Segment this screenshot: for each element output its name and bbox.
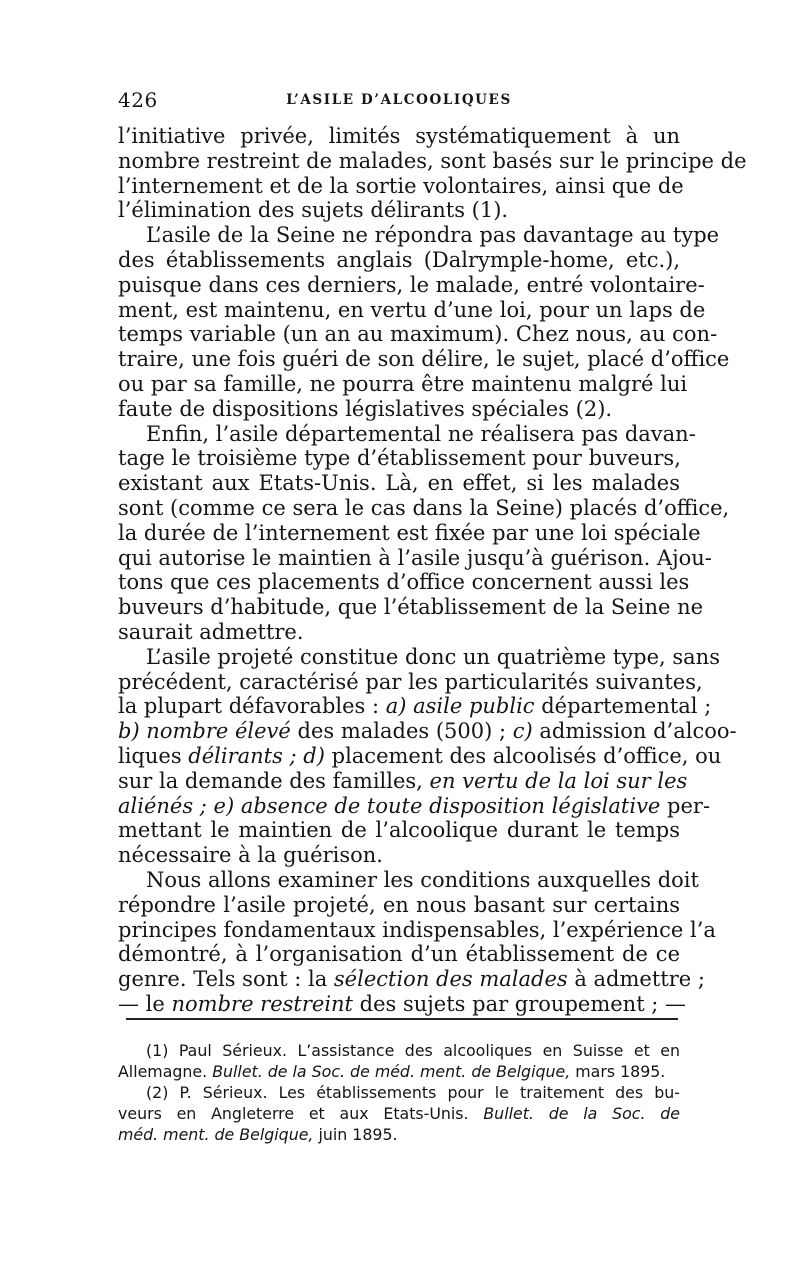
text-segment: mars 1895. [570, 1062, 666, 1081]
text-line: tage le troisième type d’établissement pour buveurs, [118, 446, 681, 471]
text-line: buveurs d’habitude, que l’établissement de la Seine ne [118, 595, 704, 620]
italic-segment: sélection des malades [333, 967, 568, 992]
text-line: sont (comme ce sera le cas dans la Seine) placés d’office, [118, 495, 730, 520]
text-line [118, 719, 737, 744]
italic-segment: méd. ment. de Belgique, [118, 1125, 314, 1144]
text-line [118, 743, 722, 769]
footnote-line [118, 1061, 680, 1082]
italic-segment: b) nombre élevé [118, 719, 291, 744]
text-segment: — le [118, 991, 172, 1016]
text-segment: la plupart défavorables : [118, 694, 386, 719]
text-line: faute de dispositions législatives spéciales (2). [118, 396, 613, 421]
text-line: démontré, à l’organisation d’un établissement de ce [118, 942, 680, 967]
italic-segment: a) asile public [385, 694, 535, 719]
italic-segment: Bullet. de la Soc. de [483, 1104, 681, 1123]
text-line: traire, une fois guéri de son délire, le sujet, placé d’office [118, 347, 730, 372]
footnote-line: (1) Paul Sérieux. L’assistance des alcooliques en Suisse et en [146, 1041, 680, 1060]
text-line: L’asile projeté constitue donc un quatrième type, sans [146, 644, 720, 669]
text-segment: veurs en Angleterre et aux Etats-Unis. [118, 1104, 484, 1123]
text-line [118, 793, 711, 819]
text-line: puisque dans ces derniers, le malade, entré volontaire- [118, 272, 705, 297]
italic-segment: délirants ; d) [188, 743, 325, 768]
footnote-line [118, 1124, 680, 1145]
footnote-rule [126, 1018, 678, 1020]
text-line: ou par sa famille, ne pourra être maintenu malgré lui [118, 371, 688, 396]
footnotes [118, 1040, 680, 1145]
text-segment: genre. Tels sont : la [118, 967, 334, 992]
text-line: Enfin, l’asile départemental ne réalisera pas davan- [146, 421, 696, 446]
body-text [118, 124, 747, 1017]
text-line: précédent, caractérisé par les particularités suivantes, [118, 669, 703, 694]
italic-segment: aliénés ; e) absence de toute disposition législative [118, 793, 661, 818]
text-segment: juin 1895. [313, 1125, 398, 1144]
text-line: répondre l’asile projeté, en nous basant sur certains [118, 892, 680, 917]
running-title: L’ASILE D’ALCOOLIQUES [286, 92, 512, 108]
text-segment: admission d’alcoo- [532, 719, 737, 744]
text-segment: per- [660, 793, 711, 818]
italic-segment: Bullet. de la Soc. de méd. ment. de Belgique, [212, 1062, 571, 1081]
text-line: l’internement et de la sortie volontaires, ainsi que de [118, 173, 684, 198]
text-line: l’initiative privée, limités systématiquement à un [118, 124, 680, 148]
page-header [118, 88, 680, 118]
text-line: existant aux Etats-Unis. Là, en effet, si les malades [118, 471, 680, 496]
text-segment: des sujets par groupement ; — [353, 991, 687, 1016]
text-segment: liques [118, 743, 189, 768]
text-line: Nous allons examiner les conditions auxquelles doit [146, 867, 699, 892]
text-line: la durée de l’internement est fixée par une loi spéciale [118, 520, 701, 545]
text-line: saurait admettre. [118, 619, 304, 644]
text-segment: à admettre ; [567, 967, 705, 992]
text-line: temps variable (un an au maximum). Chez nous, au con- [118, 322, 718, 347]
text-line: ment, est maintenu, en vertu d’une loi, pour un laps de [118, 297, 706, 322]
text-segment: sur la demande des familles, [118, 768, 430, 793]
page-number: 426 [118, 88, 158, 112]
footnote-line: (2) P. Sérieux. Les établissements pour le traitement des bu- [146, 1083, 680, 1102]
text-line [118, 768, 688, 794]
italic-segment: nombre restreint [171, 991, 353, 1016]
text-segment: départemental ; [534, 694, 712, 719]
text-line: des établissements anglais (Dalrymple-home, etc.), [118, 247, 680, 272]
text-line [118, 991, 687, 1017]
text-segment: Allemagne. [118, 1062, 213, 1081]
text-line: principes fondamentaux indispensables, l’expérience l’a [118, 917, 716, 942]
footnote-line [118, 1103, 680, 1124]
text-line: tons que ces placements d’office concernent aussi les [118, 570, 690, 595]
italic-segment: en vertu de la loi sur les [429, 768, 688, 793]
text-line: L’asile de la Seine ne répondra pas davantage au type [146, 223, 720, 248]
italic-segment: c) [512, 719, 533, 744]
text-line: l’élimination des sujets délirants (1). [118, 198, 509, 223]
text-line: mettant le maintien de l’alcoolique durant le temps [118, 818, 680, 843]
text-line: nécessaire à la guérison. [118, 843, 383, 868]
text-line [118, 694, 712, 719]
text-line: nombre restreint de malades, sont basés sur le principe de [118, 148, 747, 173]
text-line [118, 967, 705, 992]
text-segment: des malades (500) ; [290, 719, 513, 744]
text-line: qui autorise le maintien à l’asile jusqu’à guérison. Ajou- [118, 545, 712, 570]
text-segment: placement des alcoolisés d’office, ou [324, 743, 722, 768]
